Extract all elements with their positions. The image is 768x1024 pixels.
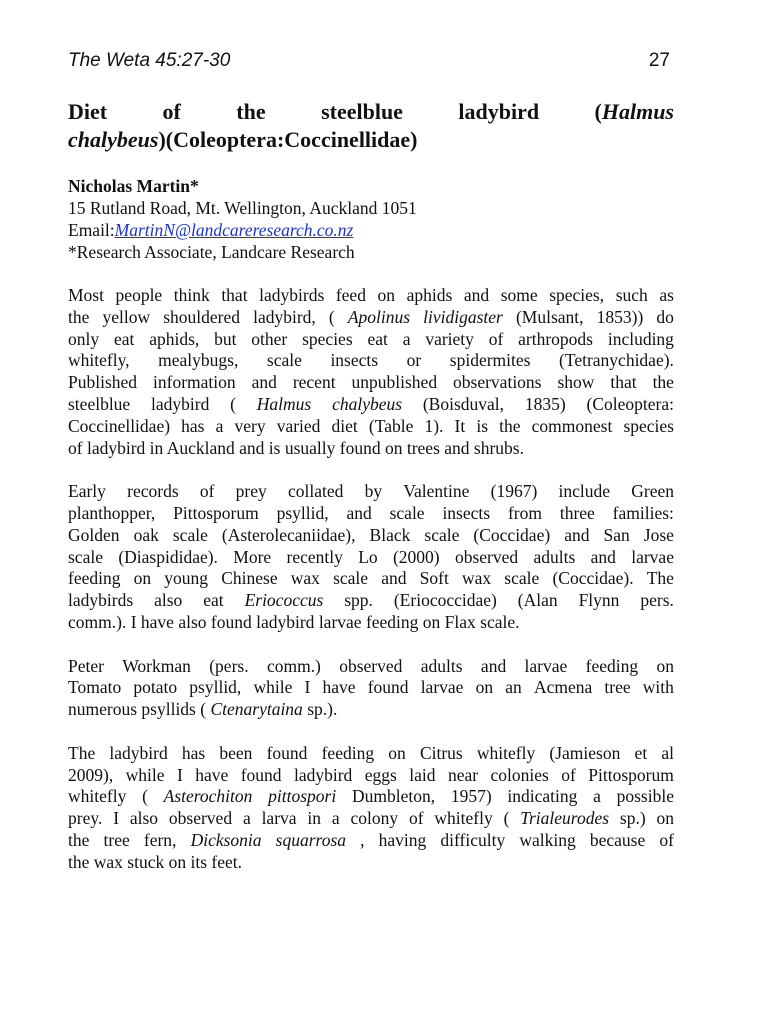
article-body xyxy=(68,285,674,895)
author-email-line xyxy=(68,219,674,241)
paragraph-line: ladybirds also eat Eriococcus spp. (Eriococcidae) (Alan Flynn pers. xyxy=(68,590,674,611)
paragraph-line: Peter Workman (pers. comm.) observed adults and larvae feeding on xyxy=(68,655,674,676)
paragraph-line: whitefly ( Asterochiton pittospori Dumbleton, 1957) indicating a possible xyxy=(68,786,674,807)
author-name: Nicholas Martin* xyxy=(68,176,199,196)
paragraph-line: Golden oak scale (Asterolecaniidae), Black scale (Coccidae) and San Jose xyxy=(68,524,674,545)
author-block xyxy=(68,175,674,263)
paragraph-line: numerous psyllids ( Ctenarytaina sp.). xyxy=(68,699,338,720)
paragraph-line: only eat aphids, but other species eat a variety of arthropods including xyxy=(68,328,674,349)
title-word: the xyxy=(236,99,266,124)
paragraph-line: the wax stuck on its feet. xyxy=(68,851,243,872)
paragraph-2 xyxy=(68,481,674,634)
title-genus: (Halmus xyxy=(594,99,674,124)
email-label: Email: xyxy=(68,220,115,240)
title-line-1 xyxy=(68,98,674,126)
running-header xyxy=(68,48,674,74)
title-word: Diet xyxy=(68,99,108,124)
page xyxy=(68,0,674,1024)
paragraph-line: Published information and recent unpublished observations show that the xyxy=(68,372,674,393)
paragraph-line: Tomato potato psyllid, while I have found larvae on an Acmena tree with xyxy=(68,677,674,698)
page-number: 27 xyxy=(648,50,670,71)
paragraph-line: planthopper, Pittosporum psyllid, and scale insects from three families: xyxy=(68,502,674,523)
paragraph-line: the yellow shouldered ladybird, ( Apolinus lividigaster (Mulsant, 1853)) do xyxy=(68,306,674,327)
paragraph-line: prey. I also observed a larva in a colony of whitefly ( Trialeurodes sp.) on xyxy=(68,808,674,829)
journal-citation: The Weta 45:27-30 xyxy=(68,50,231,71)
paragraph-line: scale (Diaspididae). More recently Lo (2000) observed adults and larvae xyxy=(68,546,674,567)
title-word: ladybird xyxy=(458,99,540,124)
paragraph-4 xyxy=(68,743,674,874)
title-species: chalybeus xyxy=(68,127,159,152)
paragraph-line: Most people think that ladybirds feed on aphids and some species, such as xyxy=(68,285,674,305)
author-affiliation: *Research Associate, Landcare Research xyxy=(68,242,355,262)
paragraph-3 xyxy=(68,656,674,721)
paragraph-line: of ladybird in Auckland and is usually found on trees and shrubs. xyxy=(68,437,524,458)
title-word-genus xyxy=(595,98,674,126)
email-link[interactable]: MartinN@landcareresearch.co.nz xyxy=(114,220,354,240)
article-title xyxy=(68,98,674,154)
paragraph-line: whitefly, mealybugs, scale insects or spidermites (Tetranychidae). xyxy=(68,350,674,371)
title-word: steelblue xyxy=(321,99,403,124)
title-line-2 xyxy=(68,126,674,154)
author-address: 15 Rutland Road, Mt. Wellington, Auckland 1051 xyxy=(68,198,417,218)
title-order: )(Coleoptera:Coccinellidae) xyxy=(158,127,418,152)
title-word: of xyxy=(162,99,181,124)
paragraph-line: 2009), while I have found ladybird eggs laid near colonies of Pittosporum xyxy=(68,764,674,785)
paragraph-line: comm.). I have also found ladybird larvae feeding on Flax scale. xyxy=(68,611,520,632)
paragraph-line: steelblue ladybird ( Halmus chalybeus (Boisduval, 1835) (Coleoptera: xyxy=(68,393,674,414)
paragraph-line: feeding on young Chinese wax scale and Soft wax scale (Coccidae). The xyxy=(68,568,674,589)
paragraph-line: Coccinellidae) has a very varied diet (Table 1). It is the commonest species xyxy=(68,415,674,436)
paragraph-line: The ladybird has been found feeding on Citrus whitefly (Jamieson et al xyxy=(68,742,674,763)
paragraph-line: the tree fern, Dicksonia squarrosa , having difficulty walking because of xyxy=(68,829,674,850)
paragraph-1 xyxy=(68,285,674,459)
paragraph-line: Early records of prey collated by Valentine (1967) include Green xyxy=(68,481,674,502)
